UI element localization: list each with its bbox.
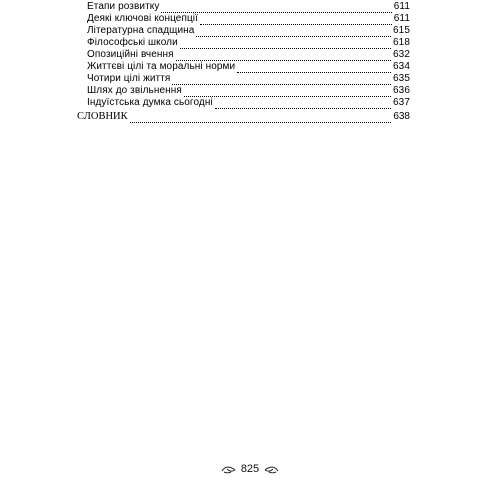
toc-entry-title: Філософські школи [87, 37, 178, 48]
toc-entry-title: СЛОВНИК [77, 111, 128, 122]
dot-leader [215, 99, 391, 109]
toc-entry-page: 632 [393, 49, 410, 60]
toc-entry[interactable] [77, 110, 410, 123]
toc-entry-title: Опозиційні вчення [87, 49, 174, 60]
toc-entry-page: 611 [393, 13, 410, 24]
toc-entry-title: Деякі ключові концепції [87, 13, 199, 24]
toc-entry-page: 634 [393, 61, 410, 72]
dot-leader [237, 63, 391, 73]
dot-leader [180, 39, 391, 49]
toc-entry-title: Етапи розвитку [87, 1, 160, 12]
page-number: 825 [240, 463, 260, 475]
toc-entry-title: Індуїстська думка сьогодні [87, 97, 213, 108]
toc-entry-page: 636 [393, 85, 410, 96]
dot-leader [176, 51, 391, 61]
toc-entry-page: 618 [393, 37, 410, 48]
dot-leader [184, 87, 391, 97]
toc-entry-page: 611 [393, 1, 410, 12]
toc-entry-title: Життєві цілі та моральні норми [87, 61, 236, 72]
toc-entry-title: Шлях до звільнення [87, 85, 182, 96]
page-footer [0, 461, 500, 477]
toc-entry-page: 637 [393, 97, 410, 108]
toc-entry-title: Літературна спадщина [87, 25, 195, 36]
ornament-left-icon [221, 464, 237, 474]
dot-leader [196, 27, 391, 37]
toc-entry[interactable] [87, 96, 410, 109]
dot-leader [200, 15, 392, 25]
toc-entry-page: 615 [393, 25, 410, 36]
toc-entry-title: Чотири цілі життя [87, 73, 171, 84]
dot-leader [172, 75, 391, 85]
dot-leader [130, 113, 392, 123]
dot-leader [161, 3, 391, 13]
toc-entry-page: 638 [393, 111, 410, 122]
toc-entry-page: 635 [393, 73, 410, 84]
ornament-right-icon [263, 464, 279, 474]
